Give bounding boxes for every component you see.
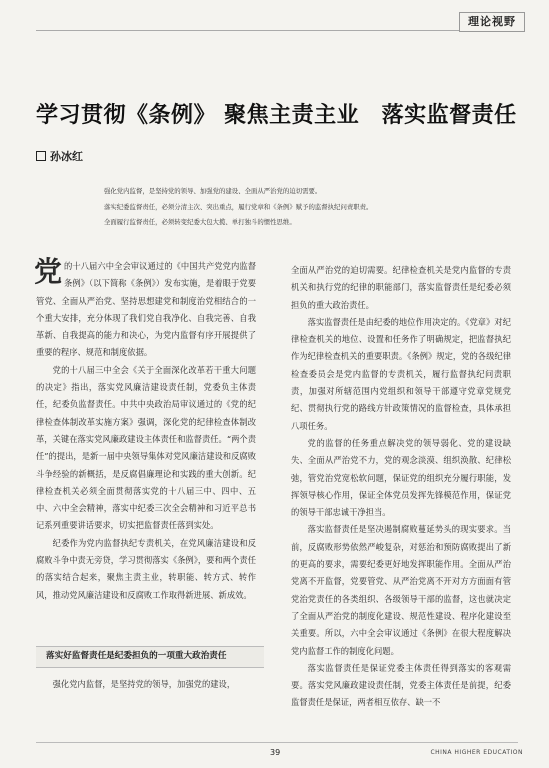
abstract-line: 全面履行监督责任，必须转变纪委大包大揽、单打独斗的惯性思维。 [104,218,296,226]
square-bullet-icon [36,151,46,161]
subheading: 落实好监督责任是纪委担负的一项重大政治责任 [46,651,227,661]
footer-rule [36,742,518,743]
body-paragraph: 全面从严治党的迫切需要。纪律检查机关是党内监督的专责机关和执行党的纪律的职能部门，落实监督责任是纪委必须担负的重大政治责任。 [291,265,511,310]
dropcap: 党 [34,255,63,288]
body-paragraph: 党的十八届六中全会审议通过的《中国共产党党内监督条例》（以下简称《条例》）发布实施，是着眼于党要管党、全面从严治党、坚持思想建党和制度治党相结合的一个重大安排，充分体现了我们党自我净化、自我完善、自我革新、自我提高的能力和决心，为党内监督有序开展提供了重要的程序、规范和制度依据。 [34,255,256,358]
body-paragraph: 强化党内监督，是坚持党的领导，加强党的建设， [52,679,236,689]
body-paragraph: 落实监督责任是坚决遏制腐败蔓延势头的现实要求。当前，反腐败形势依然严峻复杂，对惩治和预防腐败提出了新的更高的要求，需要纪委更好地发挥职能作用。全面从严治党离不开监督，党要管党、从严治党离不开对方方面面有管党治党责任的各类组织、各级领导干部的监督，这也就决定了全面从严治党的制度化建设、规范性建设、程序化建设至关重要。所以，六中全会审议通过《条例》在很大程度解决党内监督工作的制度化问题。 [291,524,511,656]
section-tag: 理论视野 [459,12,525,32]
left-column [34,255,256,604]
publication-name: CHINA HIGHER EDUCATION [430,749,523,756]
body-paragraph: 党的十八届三中全会《关于全面深化改革若干重大问题的决定》指出，落实党风廉洁建设责任制，党委负主体责任，纪委负监督责任。中共中央政治局审议通过的《党的纪律检查体制改革实施方案》强调，深化党的纪律检查体制改革，关键在落实党风廉政建设主体责任和监督责任。“两个责任”的提出，是新一届中央领导集体对党风廉洁建设和反腐败斗争经验的新概括，是反腐倡廉理论和实践的重大创新。纪律检查机关必须全面贯彻落实党的十八届三中、四中、五中、六中全会精神，落实中纪委三次全会精神和习近平总书记系列重要讲话要求，切实把监督责任落到实处。 [36,364,256,531]
author-line [36,148,83,164]
left-column-bottom [36,676,256,693]
body-paragraph: 纪委作为党内监督执纪专责机关，在党风廉洁建设和反腐败斗争中责无旁贷，学习贯彻落实《条例》，要和两个责任的落实结合起来，聚焦主责主业，转职能、转方式、转作风，推动党风廉洁建设和反腐败工作取得新进展、新成效。 [36,537,256,600]
author-name: 孙冰红 [50,150,83,163]
page-number: 39 [270,748,281,757]
article-title: 学习贯彻《条例》 聚焦主责主业 落实监督责任 [36,103,517,128]
body-paragraph: 落实监督责任是保证党委主体责任得到落实的客观需要。落实党风廉政建设责任制，党委主体责任是前提，纪委监督责任是保证，两者相互依存、缺一不 [291,662,511,708]
body-paragraph: 党的监督的任务重点解决党的领导弱化、党的建设缺失、全面从严治党不力，党的观念淡漠、组织涣散、纪律松弛，管党治党宽松软问题，保证党的组织充分履行职能，发挥领导核心作用，保证全体党员发挥先锋模范作用，保证党的领导干部忠诚干净担当。 [291,437,511,518]
header-rule [36,30,518,31]
body-paragraph: 落实监督责任是由纪委的地位作用决定的。《党章》对纪律检查机关的地位、设置和任务作了明确规定，把监督执纪作为纪律检查机关的重要职责。《条例》规定，党的各级纪律检查委员会是党内监督的专责机关，履行监督执纪问责职责，加强对所辖范围内党组织和领导干部遵守党章党规党纪、贯彻执行党的路线方针政策情况的监督检查，具体承担八项任务。 [291,316,511,431]
abstract-line: 强化党内监督，是坚持党的领导、加强党的建设、全面从严治党的迫切需要。 [104,187,322,195]
right-column [291,262,511,712]
abstract [104,184,484,231]
abstract-line: 落实纪委监督责任，必须分清主次、突出重点，履行党章和《条例》赋予的监督执纪问责职责。 [104,202,373,211]
